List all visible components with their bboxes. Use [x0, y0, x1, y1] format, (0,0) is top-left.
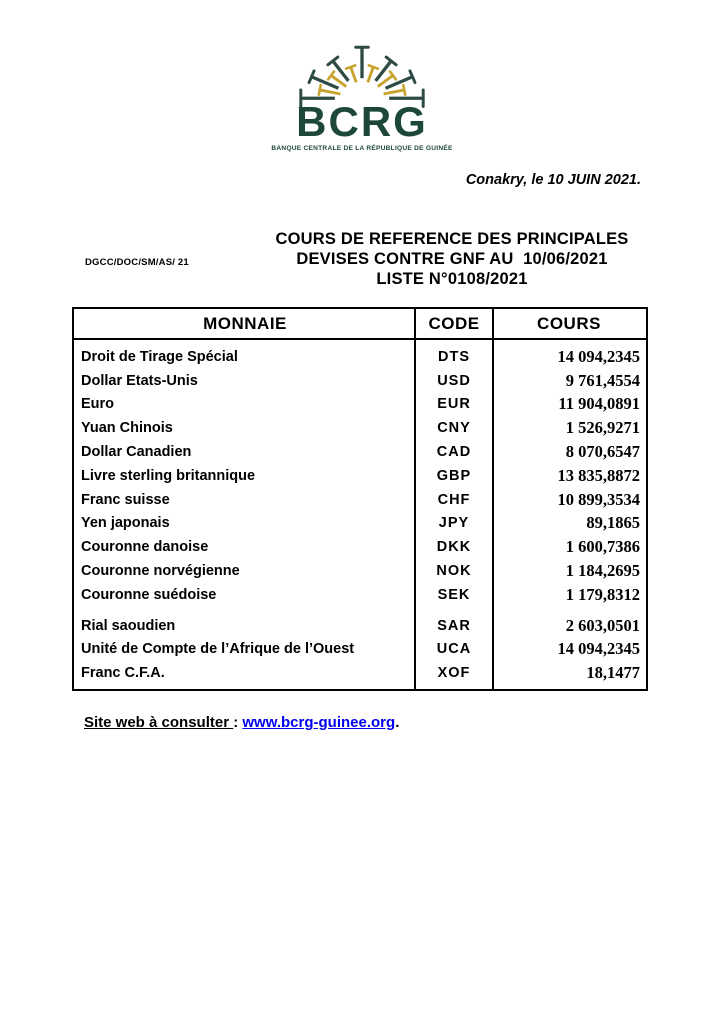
table-row [74, 614, 646, 638]
currency-name-cell: Dollar Canadien [81, 444, 192, 461]
currency-name-cell: Franc C.F.A. [81, 665, 165, 682]
table-body [74, 340, 646, 689]
currency-code-cell: EUR [437, 396, 471, 413]
currency-name-cell: Franc suisse [81, 491, 170, 508]
currency-rate-cell: 2 603,0501 [565, 615, 640, 635]
title-line-1: COURS DE REFERENCE DES PRINCIPALES [275, 230, 629, 248]
currency-rate-cell: 1 526,9271 [565, 418, 640, 438]
header-monnaie: MONNAIE [203, 313, 287, 333]
bcrg-logo [0, 40, 724, 152]
currency-name-cell: Couronne norvégienne [81, 563, 240, 580]
currency-code-cell: XOF [437, 665, 471, 682]
currency-rate-cell: 11 904,0891 [558, 394, 640, 414]
reference-number: DGCC/DOC/SM/AS/ 21 [85, 257, 189, 268]
exchange-rates-table [72, 307, 648, 691]
column-divider [492, 309, 494, 689]
table-row [74, 583, 646, 607]
table-row [74, 416, 646, 440]
header-code: CODE [428, 313, 480, 333]
table-row [74, 369, 646, 393]
currency-rate-cell: 9 761,4554 [565, 370, 640, 390]
currency-code-cell: CHF [437, 491, 471, 508]
currency-name-cell: Couronne suédoise [81, 586, 217, 603]
currency-code-cell: CNY [437, 420, 471, 437]
currency-rate-cell: 1 184,2695 [565, 561, 640, 581]
date-line: Conakry, le 10 JUIN 2021. [465, 172, 641, 188]
table-row [74, 559, 646, 583]
currency-rate-cell: 8 070,6547 [565, 442, 640, 462]
logo-wordmark: BCRG [296, 98, 428, 145]
currency-rate-cell: 14 094,2345 [557, 346, 640, 366]
column-divider [414, 309, 416, 689]
currency-code-cell: JPY [438, 515, 470, 532]
currency-name-cell: Euro [81, 396, 115, 413]
table-row [74, 464, 646, 488]
currency-name-cell: Rial saoudien [81, 617, 176, 634]
currency-code-cell: CAD [436, 444, 472, 461]
table-row [74, 488, 646, 512]
currency-code-cell: DTS [438, 348, 470, 365]
logo-subtitle: BANQUE CENTRALE DE LA RÉPUBLIQUE DE GUINÉE [271, 145, 453, 152]
header-cours: COURS [537, 313, 601, 333]
footer-period: . [395, 714, 400, 731]
table-row [74, 661, 646, 685]
currency-name-cell: Unité de Compte de l’Afrique de l’Ouest [81, 641, 355, 658]
currency-name-cell: Livre sterling britannique [81, 467, 256, 484]
footer-colon: : [233, 714, 243, 731]
currency-rate-cell: 13 835,8872 [557, 465, 640, 485]
currency-name-cell: Yuan Chinois [81, 420, 173, 437]
document-title [252, 229, 652, 289]
currency-code-cell: USD [437, 372, 471, 389]
currency-code-cell: NOK [436, 563, 472, 580]
table-header-row [74, 309, 646, 340]
table-row [74, 638, 646, 662]
table-row [74, 393, 646, 417]
currency-code-cell: GBP [436, 467, 472, 484]
currency-rate-cell: 1 179,8312 [565, 584, 640, 604]
currency-name-cell: Dollar Etats-Unis [81, 372, 198, 389]
table-row [74, 345, 646, 369]
footer-note [84, 714, 399, 731]
currency-code-cell: SEK [437, 586, 471, 603]
table-row [74, 512, 646, 536]
website-link[interactable]: www.bcrg-guinee.org [242, 714, 396, 731]
currency-rate-cell: 18,1477 [586, 663, 640, 683]
title-line-3: LISTE N°0108/2021 [376, 270, 528, 288]
currency-name-cell: Couronne danoise [81, 539, 209, 556]
currency-rate-cell: 89,1865 [586, 513, 640, 533]
title-line-2: DEVISES CONTRE GNF AU 10/06/2021 [296, 250, 608, 268]
currency-rate-cell: 10 899,3534 [557, 489, 640, 509]
currency-code-cell: UCA [436, 641, 472, 658]
currency-code-cell: SAR [437, 617, 471, 634]
table-row [74, 535, 646, 559]
currency-rate-cell: 14 094,2345 [557, 639, 640, 659]
currency-name-cell: Droit de Tirage Spécial [81, 348, 238, 365]
table-row [74, 440, 646, 464]
currency-code-cell: DKK [436, 539, 472, 556]
site-label: Site web à consulter [84, 714, 234, 731]
currency-name-cell: Yen japonais [81, 515, 170, 532]
currency-rate-cell: 1 600,7386 [565, 537, 640, 557]
